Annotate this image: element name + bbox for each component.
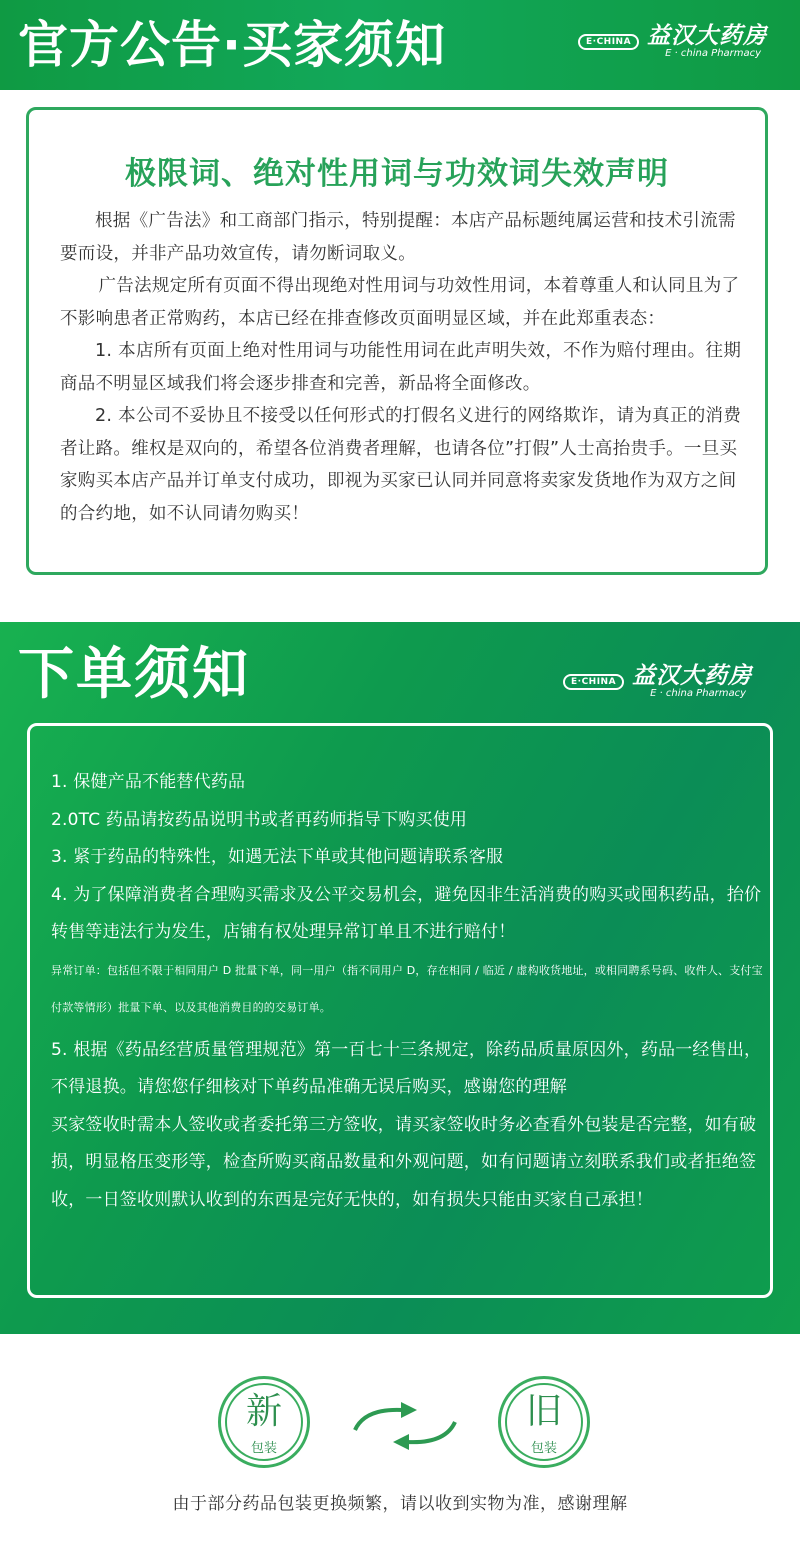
order-notice-title: 下单须知 [18, 642, 250, 707]
order-rule-item: 4. 为了保障消费者合理购买需求及公平交易机会，避免因非生活消费的购买或囤积药品，抬价转售等违法行为发生，店铺有权处理异常订单且不进行赔付！ [51, 884, 762, 942]
order-rule-item: 5. 根据《药品经营质量管理规范》第一百七十三条规定，除药品质量原因外，药品一经售出，不得退换。请您您仔细核对下单药品准确无误后购买，感谢您的理解 [51, 1039, 762, 1097]
logo-en-text: E · china Pharmacy [650, 688, 747, 699]
pharmacy-logo [563, 664, 752, 700]
order-notice-box [27, 723, 773, 1298]
order-notice-body [51, 764, 771, 1219]
notice-box [26, 107, 768, 575]
order-rule-item: 3. 紧于药品的特殊性，如遇无法下单或其他问题请联系客服 [51, 847, 504, 867]
order-rule-item: 2.0TC 药品请按药品说明书或者再药师指导下购买使用 [51, 809, 468, 830]
swap-arrows-icon [345, 1396, 465, 1456]
notice-paragraph: 广告法规定所有页面不得出现绝对性用词与功效性用词，本着尊重人和认同且为了不影响患者正常购药，本店已经在排查修改页面明显区域，并在此郑重表态： [60, 276, 740, 329]
packaging-section [0, 1334, 800, 1550]
notice-heading: 极限词、绝对性用词与功效词失效声明 [125, 156, 669, 192]
logo-cn-text: 益汉大药房 [632, 663, 753, 689]
pharmacy-logo [578, 24, 767, 60]
logo-cn-text: 益汉大药房 [647, 23, 768, 49]
notice-banner [0, 0, 800, 90]
old-label: 旧 [525, 1391, 562, 1432]
new-package-badge [218, 1376, 310, 1468]
old-package-badge [498, 1376, 590, 1468]
echina-badge: E·CHINA [563, 674, 624, 690]
notice-body [60, 205, 750, 530]
new-package-label: 包装 [250, 1441, 277, 1456]
packaging-caption: 由于部分药品包装更换频繁，请以收到实物为准，感谢理解 [172, 1494, 628, 1514]
abnormal-order-note: 异常订单：包括但不限于相同用户 D 批量下单，同一用户（指不同用户 D，存在相同 / 临近 / 虚构收货地址，或相同聘系号码、收件人、支付宝付款等情形）批量下单、以及其他消费目的的交易订单。 [51, 963, 763, 1014]
order-notice-section [0, 622, 800, 1334]
notice-paragraph: 1. 本店所有页面上绝对性用词与功能性用词在此声明失效，不作为赔付理由。往期商品不明显区域我们将会逐步排查和完善，新品将全面修改。 [60, 341, 742, 394]
logo-en-text: E · china Pharmacy [665, 48, 762, 59]
echina-badge: E·CHINA [578, 34, 639, 50]
order-rule-item: 1. 保健产品不能替代药品 [51, 772, 246, 792]
notice-paragraph: 2. 本公司不妥协且不接受以任何形式的打假名义进行的网络欺诈，请为真正的消费者让路。维权是双向的，希望各位消费者理解，也请各位”打假”人士高抬贵手。一旦买家购买本店产品并订单支付成功，即视为买家已认同并同意将卖家发货地作为双方之间的合约地，如不认同请勿购买！ [60, 406, 742, 524]
sign-receipt-note: 买家签收时需本人签收或者委托第三方签收，请买家签收时务必查看外包装是否完整，如有破损，明显格压变形等，检查所购买商品数量和外观问题，如有问题请立刻联系我们或者拒绝签收，一日签收则默认收到的东西是完好无快的，如有损失只能由买家自己承担！ [51, 1114, 757, 1210]
notice-paragraph: 根据《广告法》和工商部门指示，特别提醒：本店产品标题纯属运营和技术引流需要而设，并非产品功效宣传，请勿断词取义。 [60, 211, 736, 264]
notice-title: 官方公告·买家须知 [18, 16, 446, 74]
old-package-label: 包装 [530, 1441, 557, 1456]
new-label: 新 [245, 1391, 282, 1432]
